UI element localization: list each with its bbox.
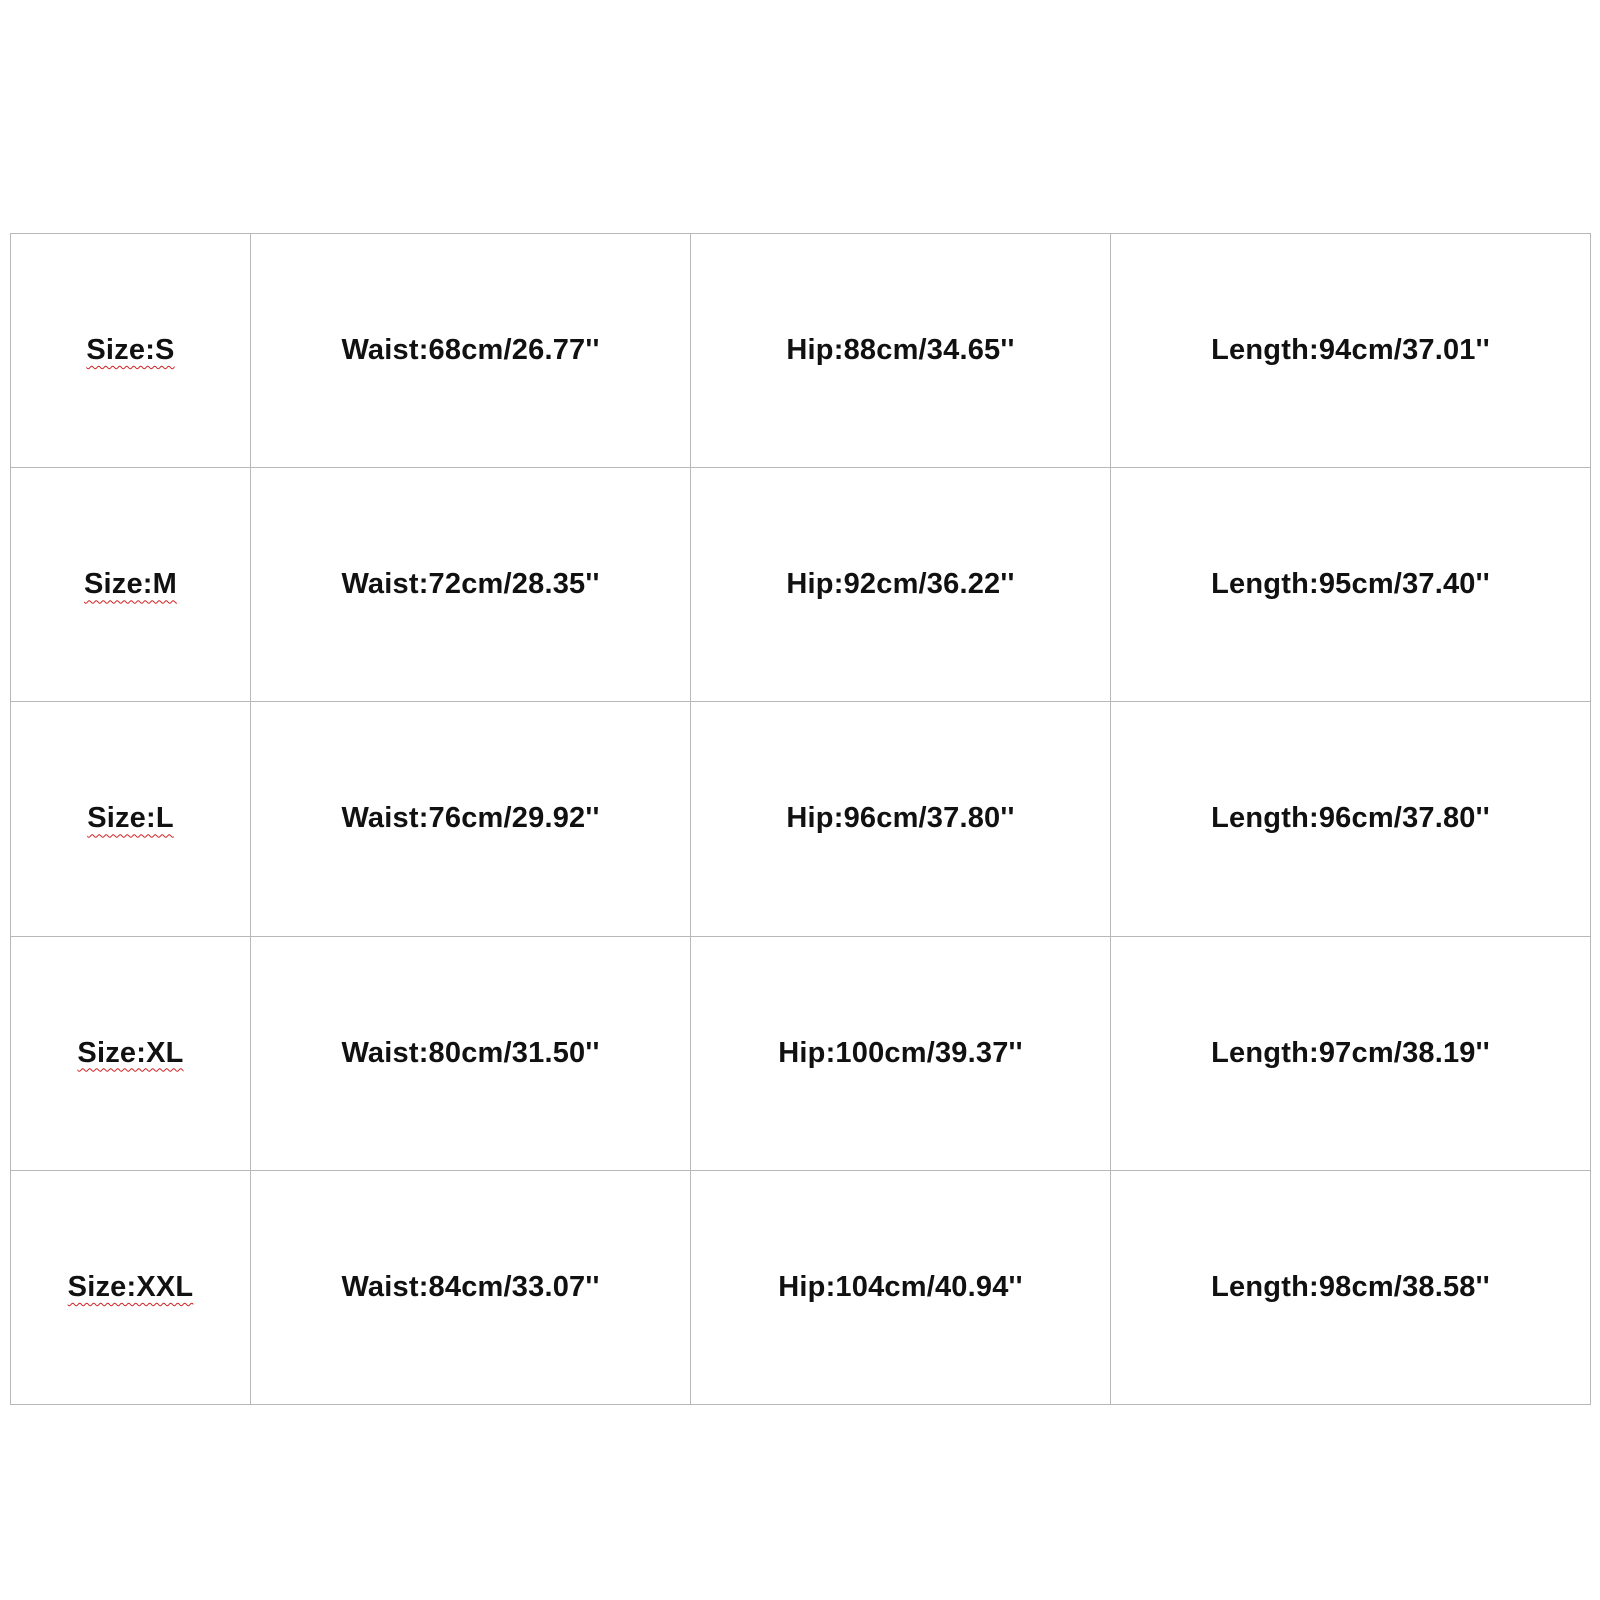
hip-cell: Hip:96cm/37.80'' [691,702,1111,936]
size-cell [11,234,251,468]
size-cell [11,468,251,702]
length-cell: Length:97cm/38.19'' [1111,936,1591,1170]
hip-cell: Hip:92cm/36.22'' [691,468,1111,702]
table-row [11,1170,1591,1404]
hip-cell: Hip:100cm/39.37'' [691,936,1111,1170]
size-label: Size:XXL [67,1270,194,1303]
length-cell: Length:95cm/37.40'' [1111,468,1591,702]
size-label: Size:M [83,568,178,601]
size-cell [11,1170,251,1404]
length-cell: Length:98cm/38.58'' [1111,1170,1591,1404]
table-row [11,702,1591,936]
size-label: Size:XL [77,1036,184,1069]
length-cell: Length:96cm/37.80'' [1111,702,1591,936]
waist-cell: Waist:76cm/29.92'' [251,702,691,936]
waist-cell: Waist:84cm/33.07'' [251,1170,691,1404]
waist-cell: Waist:80cm/31.50'' [251,936,691,1170]
waist-cell: Waist:72cm/28.35'' [251,468,691,702]
hip-cell: Hip:104cm/40.94'' [691,1170,1111,1404]
hip-cell: Hip:88cm/34.65'' [691,234,1111,468]
size-cell [11,702,251,936]
size-label: Size:L [87,802,174,835]
length-cell: Length:94cm/37.01'' [1111,234,1591,468]
table-row [11,468,1591,702]
size-label: Size:S [86,334,175,367]
table-row [11,936,1591,1170]
size-cell [11,936,251,1170]
size-chart-body [11,234,1591,1405]
table-row [11,234,1591,468]
size-chart-table [10,233,1591,1405]
waist-cell: Waist:68cm/26.77'' [251,234,691,468]
